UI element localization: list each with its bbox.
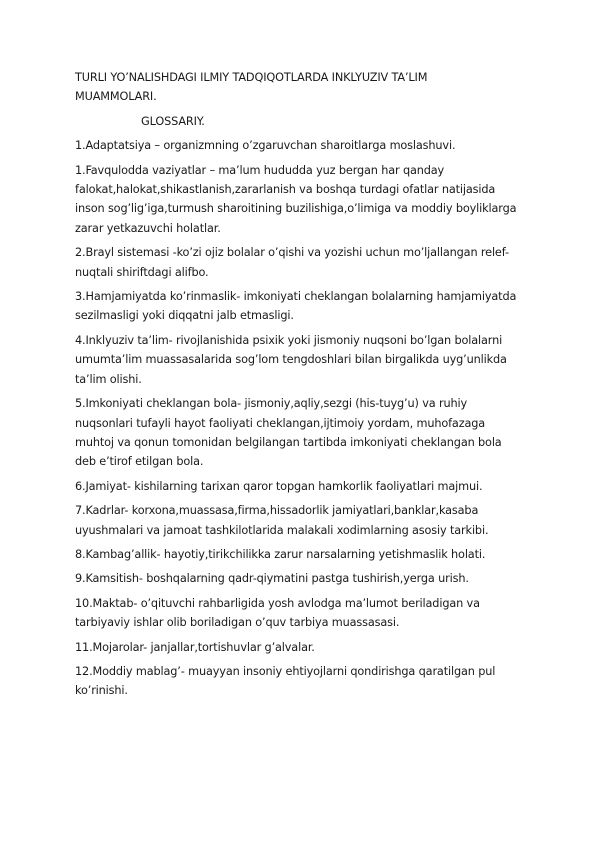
glossary-entry-line: nuqsonlari tufayli hayot faoliyati cheklangan,ijtimoiy yordam, muhofazaga: [75, 416, 486, 430]
glossary-entry: [75, 136, 530, 155]
glossary-entry: [75, 161, 530, 239]
glossary-entry-line: 10.Maktab- o’qituvchi rahbarligida yosh avlodga ma’lumot beriladigan va: [75, 596, 480, 610]
glossary-entry-line: sezilmasligi yoki diqqatni jalb etmasligi.: [75, 309, 294, 323]
glossary-entry-line: inson sog’lig’iga,turmush sharoitining buzilishiga,o’limiga va moddiy boyliklarga: [75, 202, 517, 216]
glossary-entry: [75, 594, 530, 633]
glossary-entry-line: 4.Inklyuziv ta’lim- rivojlanishida psixik yoki jismoniy nuqsoni bo’lgan bolalarni: [75, 333, 503, 347]
glossary-entry-line: ta’lim olishi.: [75, 372, 142, 386]
glossary-heading: GLOSSARIY.: [141, 114, 205, 128]
glossary-entry: [75, 545, 530, 564]
glossary-entry: [75, 243, 530, 282]
glossary-entry-line: falokat,halokat,shikastlanish,zararlanish va boshqa turdagi ofatlar natijasida: [75, 183, 496, 197]
glossary-entry-line: ko’rinishi.: [75, 684, 128, 698]
glossary-entry: [75, 287, 530, 326]
glossary-entry-line: 1.Adaptatsiya – organizmning o’zgaruvchan sharoitlarga moslashuvi.: [75, 139, 456, 153]
glossary-entry: [75, 394, 530, 472]
glossary-entry: [75, 569, 530, 588]
glossary-entry-line: 7.Kadrlar- korxona,muassasa,firma,hissadorlik jamiyatlari,banklar,kasaba: [75, 504, 479, 518]
glossary-entry-line: muhtoj va qonun tomonidan belgilangan tartibda imkoniyati cheklangan bola: [75, 435, 502, 449]
glossary-entry-line: 12.Moddiy mablag’- muayyan insoniy ehtiyojlarni qondirishga qaratilgan pul: [75, 664, 496, 678]
glossary-entry-line: nuqtali shiriftdagi alifbo.: [75, 265, 209, 279]
title-line: MUAMMOLARI.: [75, 90, 157, 104]
glossary-entry-line: zarar yetkazuvchi holatlar.: [75, 221, 221, 235]
glossary-entry: [75, 331, 530, 389]
glossary-entry-line: 9.Kamsitish- boshqalarning qadr-qiymatini pastga tushirish,yerga urish.: [75, 572, 469, 586]
document-page: [75, 68, 530, 701]
glossary-entry-line: 6.Jamiyat- kishilarning tarixan qaror topgan hamkorlik faoliyatlari majmui.: [75, 479, 483, 493]
glossary-entry: [75, 501, 530, 540]
glossary-entry-line: 11.Mojarolar- janjallar,tortishuvlar g’alvalar.: [75, 640, 315, 654]
glossary-entry: [75, 638, 530, 657]
glossary-entry-line: umumta’lim muassasalarida sog’lom tengdoshlari bilan birgalikda uyg’unlikda: [75, 353, 507, 367]
glossary-entry: [75, 662, 530, 701]
glossary-entry-line: uyushmalari va jamoat tashkilotlarida malakali xodimlarning asosiy tarkibi.: [75, 523, 489, 537]
glossary-entry-line: 5.Imkoniyati cheklangan bola- jismoniy,aqliy,sezgi (his-tuyg’u) va ruhiy: [75, 397, 467, 411]
glossary-entry-line: 8.Kambag’allik- hayotiy,tirikchilikka zarur narsalarning yetishmaslik holati.: [75, 547, 486, 561]
document-title: [75, 68, 530, 107]
title-line: TURLI YO’NALISHDAGI ILMIY TADQIQOTLARDA INKLYUZIV TA’LIM: [75, 71, 428, 84]
glossary-entry-line: deb e’tirof etilgan bola.: [75, 455, 204, 469]
glossary-entry-line: 1.Favqulodda vaziyatlar – ma’lum hududda yuz bergan har qanday: [75, 163, 445, 177]
glossary-entry-line: tarbiyaviy ishlar olib boriladigan o’quv tarbiya muassasasi.: [75, 616, 400, 630]
glossary-entry-line: 2.Brayl sistemasi -ko’zi ojiz bolalar o’qishi va yozishi uchun mo’ljallangan relef-: [75, 246, 509, 260]
glossary-entry: [75, 477, 530, 496]
glossary-entry-line: 3.Hamjamiyatda ko’rinmaslik- imkoniyati cheklangan bolalarning hamjamiyatda: [75, 290, 517, 304]
glossary-list: [75, 136, 530, 701]
